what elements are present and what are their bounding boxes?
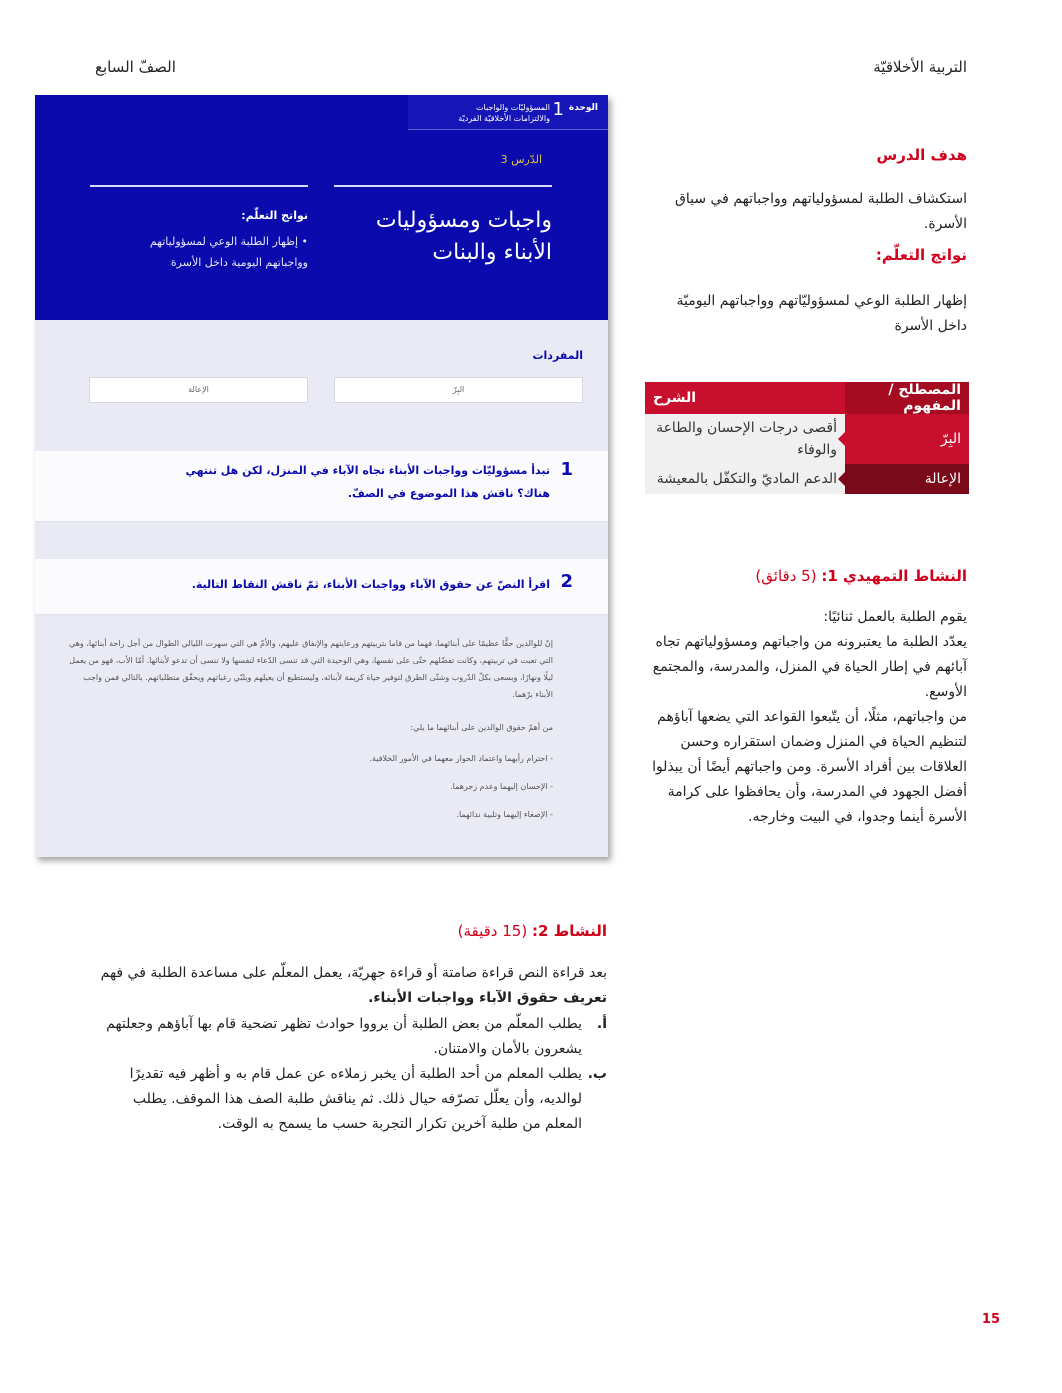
vocab-term-2: الإعالة bbox=[89, 377, 308, 403]
rights-item-text: احترام رأيهما واعتماد الحوار معهما في الأمور الخلافية. bbox=[369, 754, 548, 763]
activity-2-intro-bold: تعريف حقوق الآباء وواجبات الأبناء. bbox=[368, 990, 607, 1006]
rights-intro: من أهمّ حقوق الوالدين على أبنائهما ما يلي: bbox=[410, 723, 553, 732]
activity-2-list bbox=[97, 1012, 607, 1137]
lesson-title: واجبات ومسؤوليات الأبناء والبنات bbox=[375, 208, 552, 265]
outcomes-item-text: إظهار الطلبة الوعي لمسؤولياتهم وواجباتهم اليومية داخل الأسرة bbox=[149, 235, 308, 269]
list-item bbox=[97, 1062, 607, 1137]
terms-table bbox=[645, 382, 969, 494]
table-row bbox=[645, 464, 969, 494]
question-2-band bbox=[35, 559, 608, 614]
pointer-arrow-icon bbox=[838, 472, 845, 486]
terms-table-header bbox=[645, 382, 969, 414]
unit-label: الوحدة bbox=[568, 103, 598, 113]
list-item bbox=[97, 1012, 607, 1062]
vocab-term-1: البِرّ bbox=[334, 377, 583, 403]
lesson-number: الدّرس 3 bbox=[500, 153, 542, 166]
unit-strip bbox=[408, 95, 608, 130]
grade-header: الصفّ السابع bbox=[95, 58, 176, 76]
list-item-text: يطلب المعلم من أحد الطلبة أن يخبر زملاءه عن عمل قام به و أظهر فيه تقديرًا لوالديه، وأن يعلّل تصرّفه حيال ذلك. ثم يناقش طلبة الصف هذا الموقف. يطلب المعلم من طلبة آخرين تكرار التجربة حسب ما يسمح به الوقت. bbox=[129, 1066, 582, 1132]
question-1-number: 1 bbox=[560, 459, 573, 480]
question-2-text: اقرأ النصّ عن حقوق الآباء وواجبات الأبناء، ثمّ ناقش النقاط التالية. bbox=[191, 578, 550, 591]
vocab-heading: المفردات bbox=[532, 349, 583, 362]
col-concept-header: المصطلح / المفهوم bbox=[845, 382, 969, 414]
lesson-banner bbox=[35, 95, 608, 320]
outcomes-heading: نواتج التعلّم: bbox=[241, 209, 308, 222]
title-rule bbox=[334, 185, 552, 187]
term-explanation: الدعم الماديّ والتكفّل بالمعيشة bbox=[645, 464, 845, 494]
outcomes-rule bbox=[90, 185, 308, 187]
rights-item: - الإحسان إليهما وعدم زجرهما. bbox=[450, 782, 553, 791]
activity-1-body bbox=[645, 605, 967, 830]
unit-title-line1: المسؤوليّات والواجبات bbox=[476, 103, 550, 112]
table-row bbox=[645, 414, 969, 464]
list-marker: ب. bbox=[587, 1066, 607, 1082]
pointer-arrow-icon bbox=[838, 432, 845, 446]
lesson-goal-heading: هدف الدرس bbox=[876, 146, 967, 164]
question-1-text: تبدأ مسؤوليّات وواجبات الأبناء تجاه الآباء في المنزل، لكن هل تنتهي هناك؟ ناقش هذا الموضوع في الصفّ. bbox=[185, 464, 550, 500]
activity-2-duration: (15 دقيقة) bbox=[457, 922, 528, 940]
rights-item: - الإصغاء إليهما وتلبية ندائهما. bbox=[456, 810, 553, 819]
question-1-band bbox=[35, 451, 608, 521]
rights-item-text: الإصغاء إليهما وتلبية ندائهما. bbox=[456, 810, 548, 819]
activity-2-title: النشاط 2: bbox=[531, 922, 607, 940]
term-concept-text: البِرّ bbox=[940, 431, 961, 447]
activity-2-heading bbox=[458, 922, 607, 940]
rights-item: - احترام رأيهما واعتماد الحوار معهما في الأمور الخلافية. bbox=[369, 754, 553, 763]
page-number: 15 bbox=[981, 1312, 1000, 1327]
activity-2-intro bbox=[97, 961, 607, 1011]
col-explanation-header: الشرح bbox=[645, 382, 845, 414]
term-concept-text: الإعالة bbox=[924, 471, 961, 487]
activity-2-intro-text: بعد قراءة النص قراءة صامتة أو قراءة جهريّة، يعمل المعلّم على مساعدة الطلبة في فهم bbox=[100, 965, 607, 981]
activity-1-line: يعدّد الطلبة ما يعتبرونه من واجباتهم ومسؤولياتهم تجاه آبائهم في إطار الحياة في المنزل، والمدرسة، والمجتمع الأوسع. bbox=[652, 634, 967, 700]
activity-1-title: النشاط التمهيدي 1: bbox=[821, 567, 967, 585]
activity-1-line: يقوم الطلبة بالعمل ثنائيًا: bbox=[823, 609, 967, 625]
lesson-goal-text: استكشاف الطلبة لمسؤولياتهم وواجباتهم في سياق الأسرة. bbox=[674, 191, 967, 232]
activity-1-heading bbox=[755, 567, 967, 585]
unit-number: 1 bbox=[552, 99, 564, 120]
term-concept bbox=[845, 414, 969, 464]
learning-outcomes-heading: نواتج التعلّم: bbox=[875, 246, 967, 264]
activity-1-duration: (5 دقائق) bbox=[755, 567, 817, 585]
unit-title bbox=[458, 102, 550, 124]
activity-1-line: من واجباتهم، مثلًا، أن يتّبعوا القواعد التي يضعها آباؤهم لتنظيم الحياة في المنزل وضمان استقراره وحسن العلاقات بين أفراد الأسرة. ومن واجباتهم أيضًا أن يبذلوا أفضل الجهود في المدرسة، وأن يحافظوا على كرامة الأسرة أينما وجدوا، في البيت وخارجه. bbox=[652, 709, 967, 825]
list-item-text: يطلب المعلّم من بعض الطلبة أن يرووا حوادث تظهر تضحية قام بها آباؤهم وجعلتهم يشعرون بالأمان والامتنان. bbox=[106, 1016, 582, 1057]
textbook-page-preview bbox=[35, 95, 608, 857]
rights-item-text: الإحسان إليهما وعدم زجرهما. bbox=[450, 782, 548, 791]
term-explanation: أقصى درجات الإحسان والطاعة والوفاء bbox=[645, 414, 845, 464]
reading-paragraph: إنّ للوالدين حقًّا عظيمًا على أبنائهما، فهما من قاما بتربيتهم ورعايتهم والإنفاق عليهم، والأمّ هي التي سهرت الليالي الطوال من أجل راحة أبنائها، وهي التي تعبت في تربيتهم، وكانت تفضّلهم حتّى على نفسها، وهي الوحيدة التي قد تنسى الدّعاء لنفسها ولا تنسى أن تدعو لأبنائها. أمّا الأب، فهو من يعمل ليلًا ونهارًا، ويسعى بكلّ الدّروب وشتّى الطرق لتوفير حياة كريمة لأبنائه، وليستطيع أن يعيلهم ويلبّي رغباتهم ويحقّق متطلباتهم. بالتالي فمن واجب الأبناء برّهما. bbox=[69, 639, 553, 699]
learning-outcomes-text: إظهار الطلبة الوعي لمسؤوليّاتهم وواجباتهم اليوميّة داخل الأسرة bbox=[676, 293, 967, 334]
question-2-number: 2 bbox=[560, 571, 573, 592]
list-marker: أ. bbox=[596, 1016, 607, 1032]
outcomes-item: • إظهار الطلبة الوعي لمسؤولياتهم وواجباتهم اليومية داخل الأسرة bbox=[149, 235, 308, 269]
unit-title-line2: والالتزامات الأخلاقيّة الفرديّة bbox=[458, 114, 550, 123]
term-concept bbox=[845, 464, 969, 494]
subject-header: التربية الأخلاقيّة bbox=[873, 58, 967, 76]
